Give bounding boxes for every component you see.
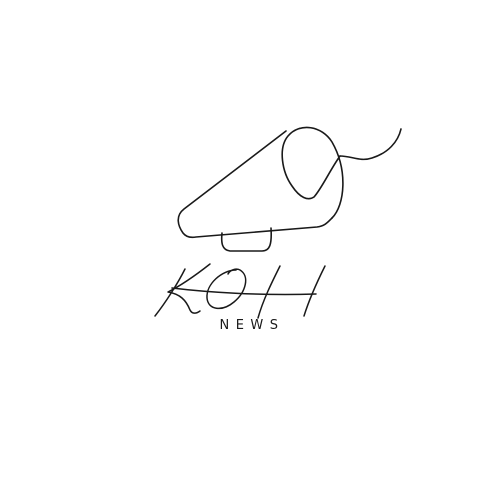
- brand-tagline: NEWS: [219, 318, 285, 333]
- letter-h-left: [258, 266, 280, 318]
- megaphone-horn: [178, 131, 332, 237]
- megaphone-icon: [178, 127, 401, 251]
- letter-h-right: [304, 266, 325, 316]
- megaphone-cord: [340, 129, 401, 159]
- megaphone-bell: [282, 127, 343, 218]
- koh-wordmark: [155, 264, 325, 318]
- letter-o: [207, 269, 246, 308]
